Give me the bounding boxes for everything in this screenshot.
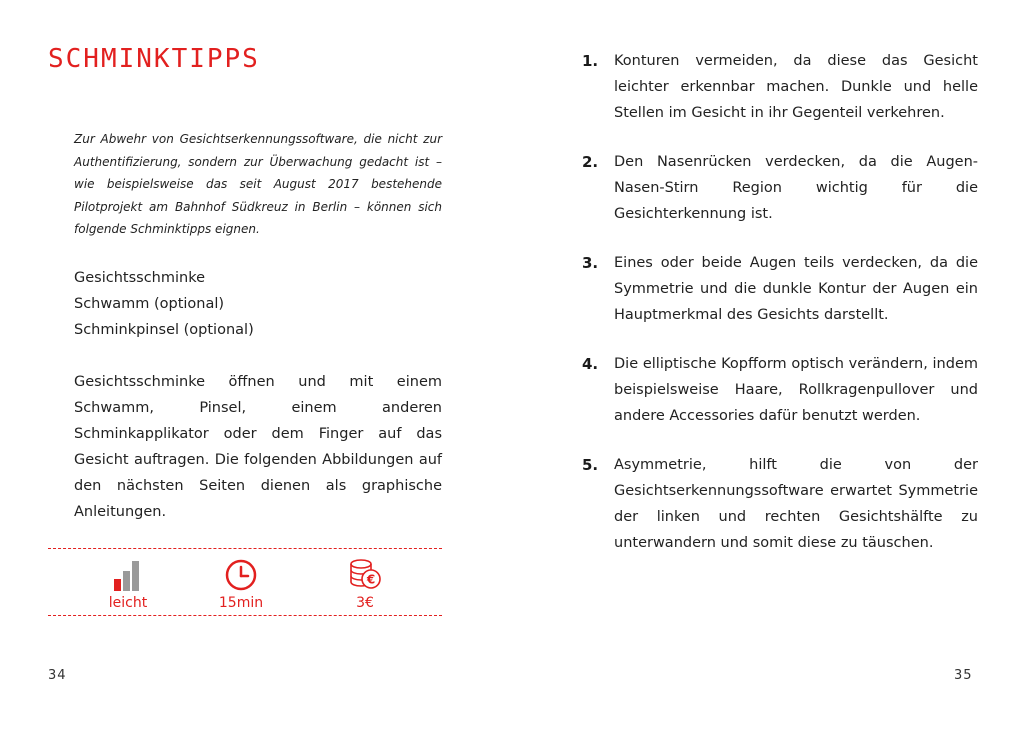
svg-text:€: €: [366, 572, 376, 587]
time-info: [201, 557, 281, 611]
tip-item: [582, 351, 978, 429]
materials-list: [74, 265, 254, 343]
tips-list: [582, 48, 978, 579]
page-number: 34: [48, 668, 67, 683]
euro-coins-icon: [345, 557, 385, 593]
tip-item: [582, 452, 978, 556]
material-item: Gesichtsschminke: [74, 270, 206, 286]
material-item: Schwamm (optional): [74, 296, 225, 312]
tip-number: 2.: [582, 153, 599, 171]
tip-item: [582, 250, 978, 328]
intro-text: Zur Abwehr von Gesichtserkennungssoftware, die nicht zur Authentifizierung, sondern zur Überwachung gedacht ist – wie beispielsweise das seit August 2017 bestehende Pilotprojekt am Bahnhof Südkreuz in Berlin – können sich folgende Schminktipps eignen.: [74, 132, 442, 236]
page-title: SCHMINKTIPPS: [48, 44, 260, 74]
time-label: 15min: [218, 595, 264, 611]
tip-text: Eines oder beide Augen teils verdecken, da die Symmetrie und die dunkle Kontur der Augen ein Hauptmerkmal des Gesichts darstellt.: [614, 255, 978, 323]
tip-text: Die elliptische Kopfform optisch verändern, indem beispielsweise Haare, Rollkragenpullover und andere Accessories dafür benutzt werden.: [614, 356, 978, 424]
tip-number: 5.: [582, 456, 599, 474]
tip-number: 1.: [582, 52, 599, 70]
tip-text: Asymmetrie, hilft die von der Gesichtserkennungssoftware erwartet Symmetrie der linken und rechten Gesichtshälfte zu unterwandern und somit diese zu täuschen.: [614, 457, 978, 551]
tip-item: [582, 48, 978, 126]
cost-info: [325, 557, 405, 611]
info-bar: [48, 548, 442, 616]
tip-number: 4.: [582, 355, 599, 373]
clock-icon: [221, 557, 261, 593]
tip-number: 3.: [582, 254, 599, 272]
difficulty-label: leicht: [108, 595, 148, 611]
tip-text: Konturen vermeiden, da diese das Gesicht leichter erkennbar machen. Dunkle und helle Stellen im Gesicht in ihr Gegenteil verkehren.: [614, 53, 978, 121]
tip-text: Den Nasenrücken verdecken, da die Augen-Nasen-Stirn Region wichtig für die Gesichterkennung ist.: [614, 154, 978, 222]
instructions-text: Gesichtsschminke öffnen und mit einem Schwamm, Pinsel, einem anderen Schminkapplikator oder dem Finger auf das Gesicht auftragen. Die folgenden Abbildungen auf den nächsten Seiten dienen als graphische Anleitungen.: [74, 374, 442, 520]
tip-item: [582, 149, 978, 227]
difficulty-bars-icon: [108, 557, 148, 593]
right-page: [512, 0, 1024, 730]
material-item: Schminkpinsel (optional): [74, 322, 254, 338]
page-number: 35: [954, 668, 973, 683]
cost-label: 3€: [356, 595, 374, 611]
difficulty-info: [88, 557, 168, 611]
